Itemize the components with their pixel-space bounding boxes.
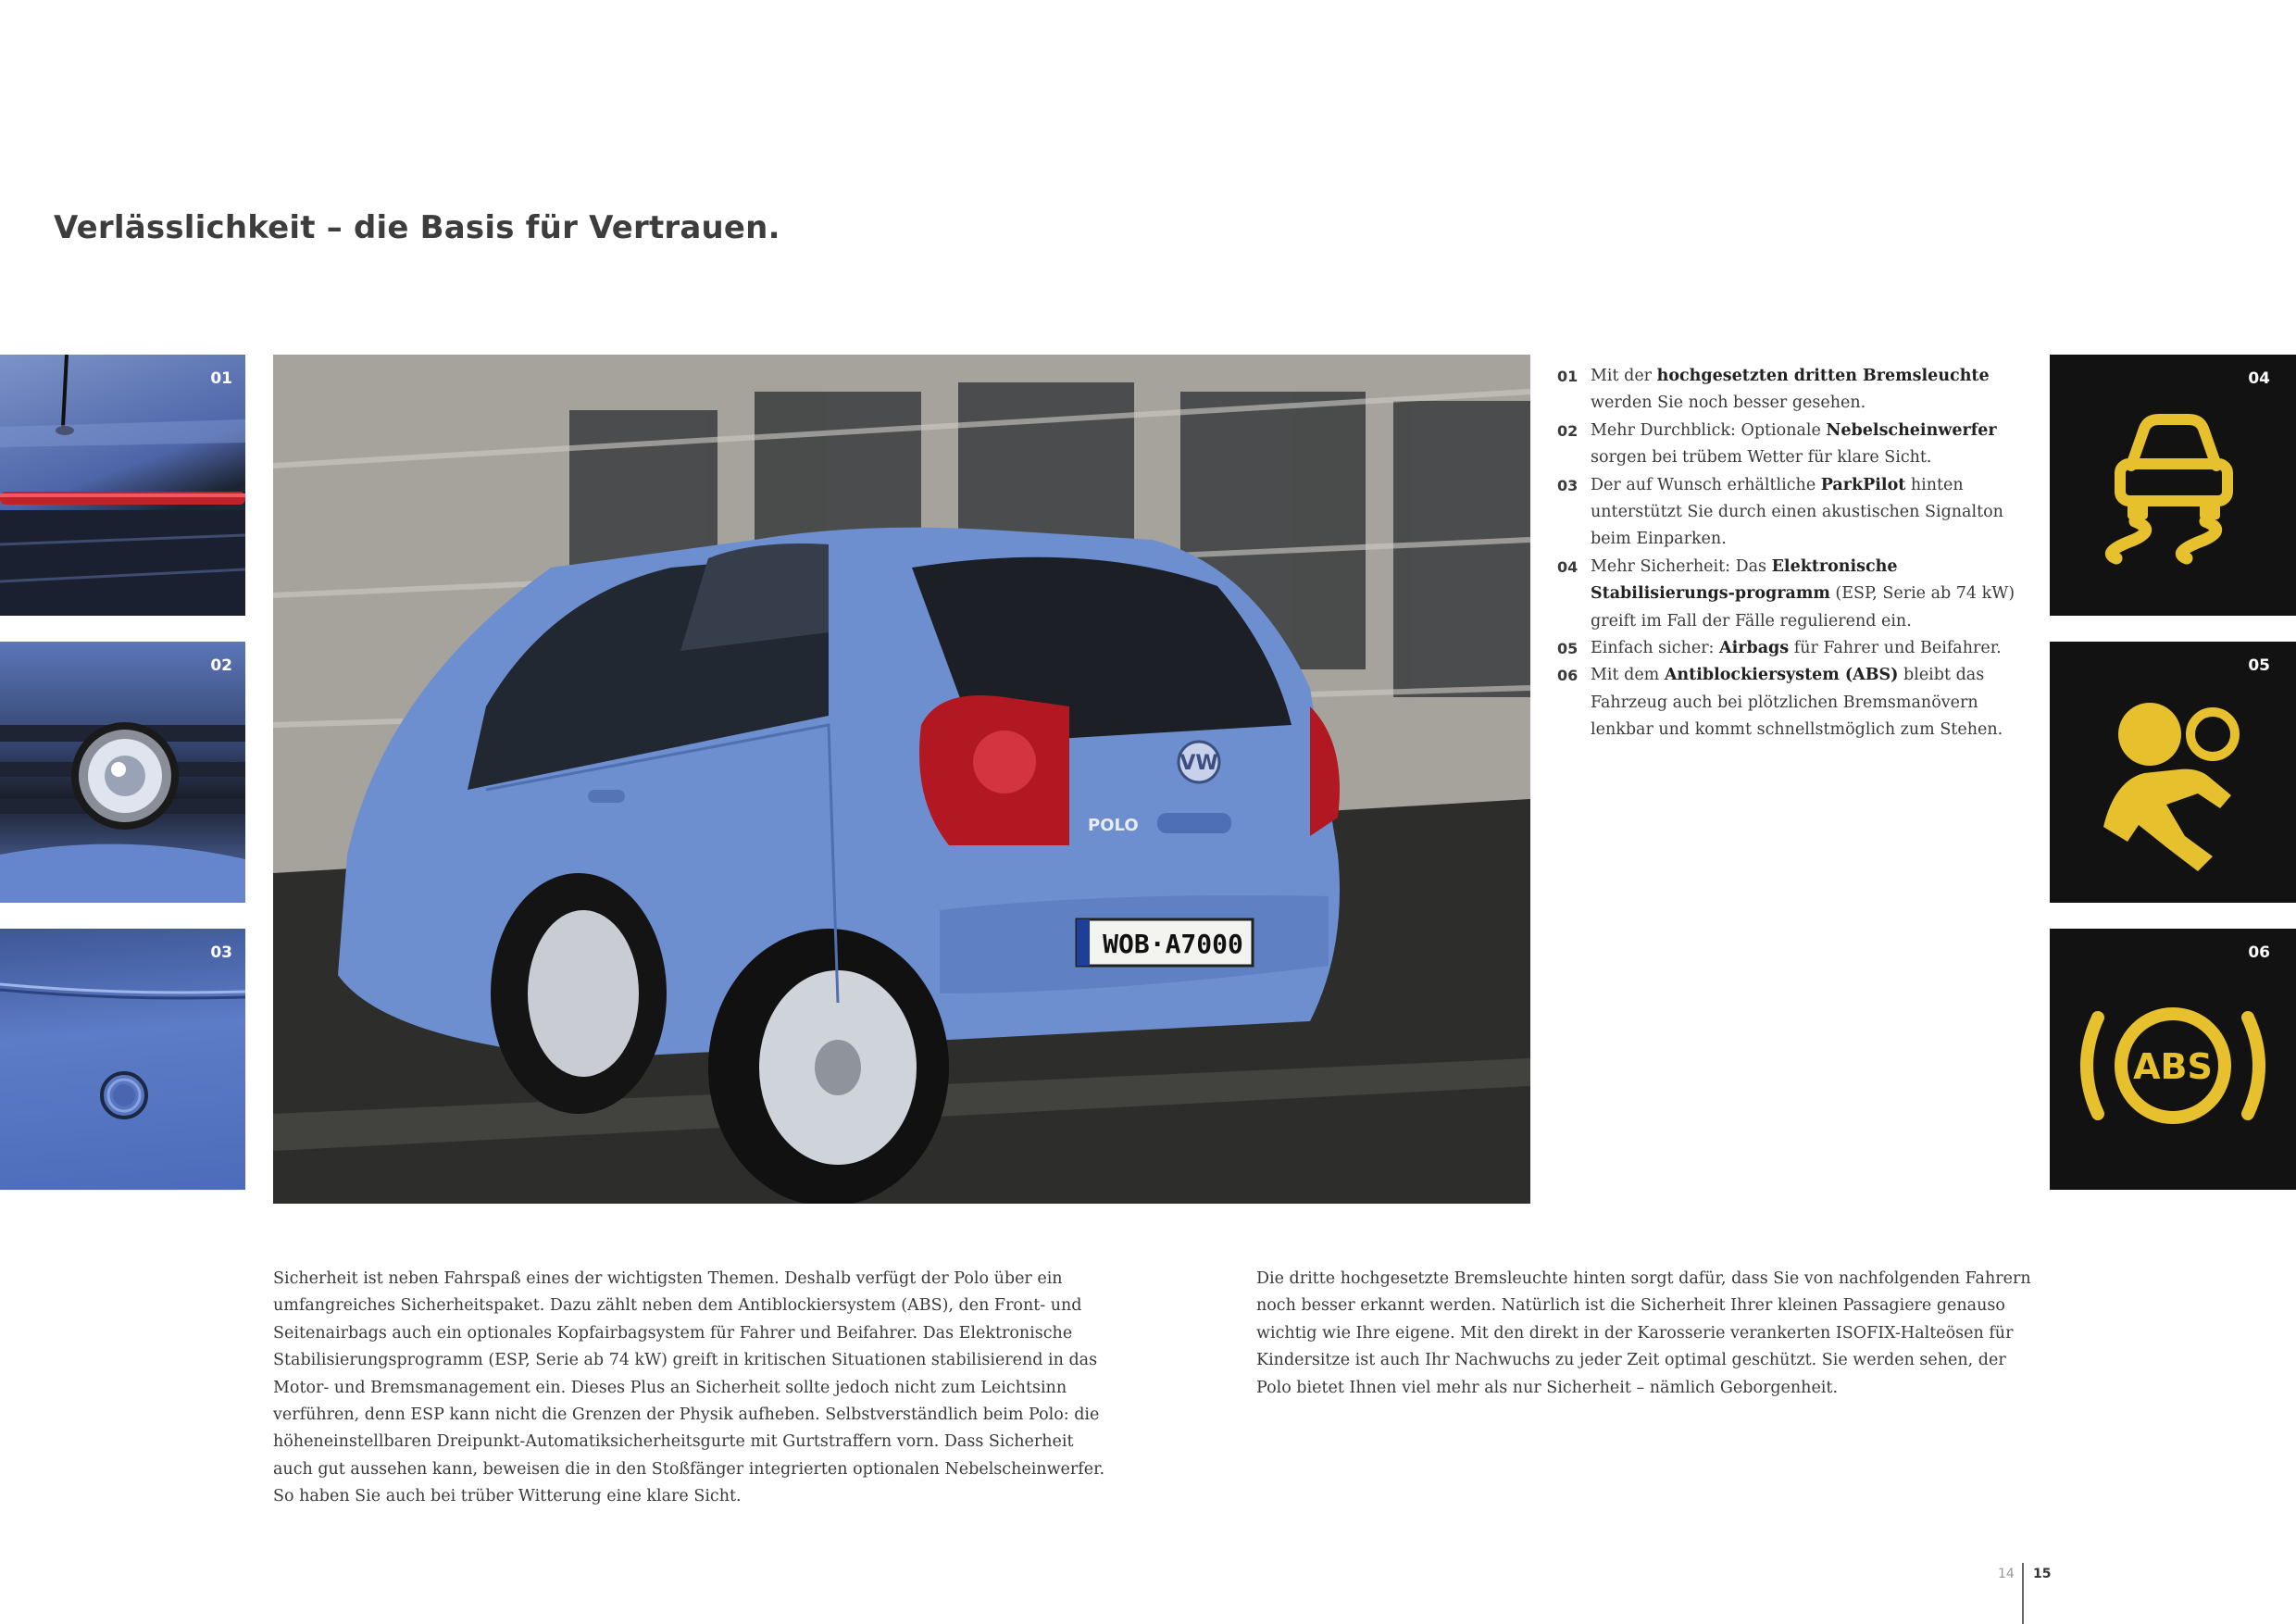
- airbag-icon: [2050, 642, 2296, 903]
- feature-item: 03 Der auf Wunsch erhältliche ParkPilot hinten unterstützt Sie durch einen akustischen Signalton beim Einparken.: [1557, 472, 2020, 554]
- esp-skidding-car-icon: [2050, 355, 2296, 616]
- feature-number: 05: [1557, 640, 1578, 658]
- thumbnail-number: 02: [210, 656, 232, 675]
- brake-light-illustration: [0, 355, 245, 616]
- main-car-photo: [273, 355, 1530, 1204]
- tile-number: 06: [2248, 943, 2270, 962]
- feature-item: 05 Einfach sicher: Airbags für Fahrer und Beifahrer.: [1557, 635, 2020, 662]
- abs-label: ABS: [2133, 1046, 2213, 1087]
- feature-item: 06 Mit dem Antiblockiersystem (ABS) bleibt das Fahrzeug auch bei plötzlichen Bremsmanövern lenkbar und kommt schnellstmöglich zum Stehen.: [1557, 662, 2020, 743]
- tile-number: 05: [2248, 656, 2270, 675]
- thumbnail-park-sensor: [0, 929, 245, 1190]
- thumbnail-number: 01: [210, 369, 232, 388]
- feature-number: 03: [1557, 476, 1578, 494]
- thumbnail-fog-light: [0, 642, 245, 903]
- folio-divider: [2022, 1563, 2024, 1624]
- thumbnail-number: 03: [210, 943, 232, 962]
- body-text-left: Sicherheit ist neben Fahrspaß eines der wichtigsten Themen. Deshalb verfügt der Polo über ein umfangreiches Sicherheitspaket. Dazu zählt neben dem Antiblockiersystem (ABS), den Front- und Seitenairbags auch ein optionales Kopfairbagsystem für Fahrer und Beifahrer. Das Elektronische Stabilisierungsprogramm (ESP, Serie ab 74 kW) greift in kritischen Situationen stabilisierend in das Motor- und Bremsmanagement ein. Dieses Plus an Sicherheit sollte jedoch nicht zum Leichtsinn verführen, denn ESP kann nicht die Grenzen der Physik aufheben. Selbstverständlich beim Polo: die höheneinstellbaren Dreipunkt-Automatiksicherheitsgurte mit Gurtstraffern vorn. Dass Sicherheit auch gut aussehen kann, beweisen die in den Stoßfänger integrierten optionalen Nebelscheinwerfer. So haben Sie auch bei trüber Witterung eine klare Sicht.: [273, 1269, 1105, 1506]
- page-number-right: 15: [2033, 1567, 2052, 1581]
- body-text-right: Die dritte hochgesetzte Bremsleuchte hinten sorgt dafür, dass Sie von nachfolgenden Fahrern noch besser erkannt werden. Natürlich ist die Sicherheit Ihrer kleinen Passagiere genauso wichtig wie Ihre eigene. Mit den direkt in der Karosserie verankerten ISOFIX-Halteösen für Kindersitze ist auch Ihr Nachwuchs zu jeder Zeit optimal geschützt. Sie werden sehen, der Polo bietet Ihnen viel mehr als nur Sicherheit – nämlich Geborgenheit.: [1256, 1269, 2031, 1397]
- feature-list: [1557, 363, 2020, 744]
- feature-number: 04: [1557, 557, 1578, 576]
- tile-number: 04: [2248, 369, 2270, 388]
- feature-item: 04 Mehr Sicherheit: Das Elektronische Stabilisierungs-programm (ESP, Serie ab 74 kW) greift im Fall der Fälle regulierend ein.: [1557, 554, 2020, 635]
- model-badge: POLO: [1088, 816, 1139, 835]
- park-sensor-illustration: [0, 929, 245, 1190]
- licence-plate-text: WOB·A7000: [1103, 929, 1243, 959]
- feature-item: 01 Mit der hochgesetzten dritten Bremsleuchte werden Sie noch besser gesehen.: [1557, 363, 2020, 418]
- abs-icon: [2050, 929, 2296, 1190]
- polo-rear-illustration: [273, 355, 1530, 1204]
- abs-tile: [2050, 929, 2296, 1190]
- thumbnail-brake-light: [0, 355, 245, 616]
- feature-number: 02: [1557, 421, 1578, 440]
- airbag-tile: [2050, 642, 2296, 903]
- fog-light-illustration: [0, 642, 245, 903]
- vw-logo-text: VW: [1179, 752, 1218, 775]
- page-number-left: 14: [1998, 1567, 2015, 1581]
- feature-number: 06: [1557, 667, 1578, 685]
- feature-item: 02 Mehr Durchblick: Optionale Nebelscheinwerfer sorgen bei trübem Wetter für klare Sicht.: [1557, 418, 2020, 472]
- page-title: Verlässlichkeit – die Basis für Vertrauen.: [54, 209, 780, 246]
- esp-tile: [2050, 355, 2296, 616]
- feature-number: 01: [1557, 368, 1578, 385]
